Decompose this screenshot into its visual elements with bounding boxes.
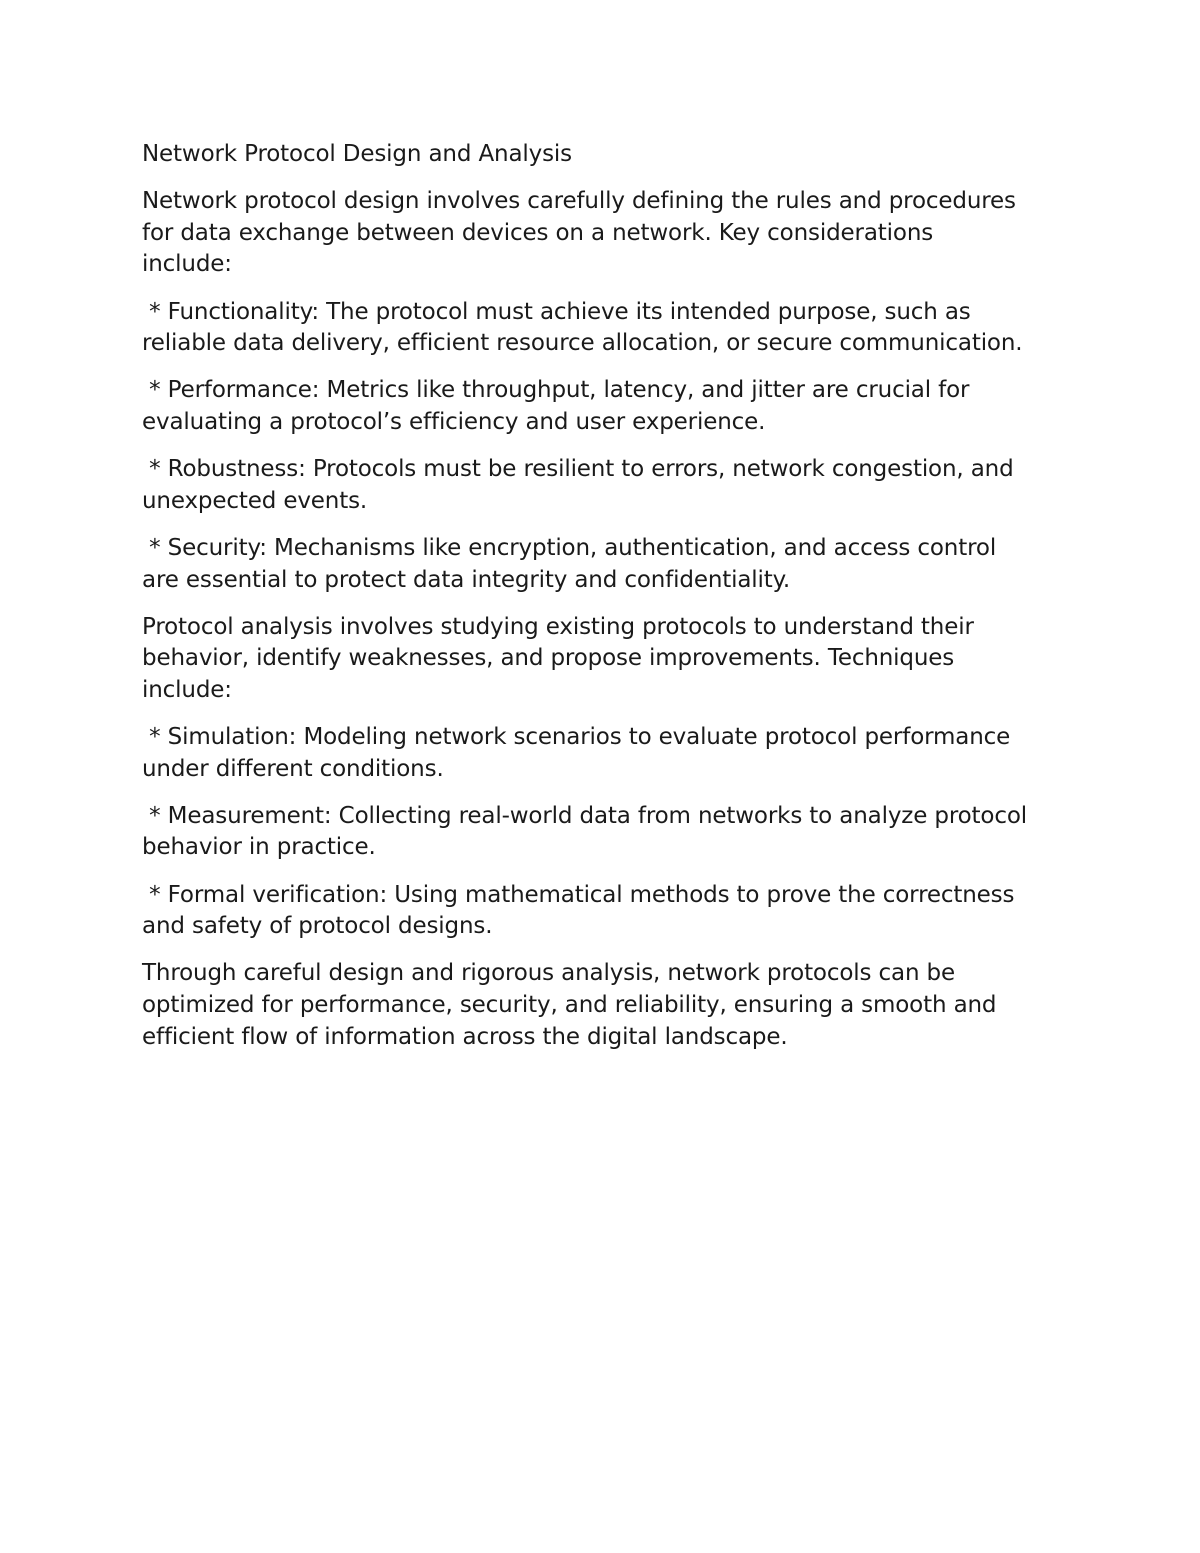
- bullet-functionality: [142, 297, 1072, 360]
- text-line: reliable data delivery, efficient resource allocation, or secure communication.: [142, 330, 1023, 357]
- text-line: * Formal verification: Using mathematical methods to prove the correctness: [142, 881, 1015, 908]
- text-line: * Security: Mechanisms like encryption, authentication, and access control: [142, 534, 997, 561]
- text-line: include:: [142, 251, 232, 278]
- text-line: optimized for performance, security, and reliability, ensuring a smooth and: [142, 992, 997, 1018]
- text-line: under different conditions.: [142, 755, 444, 782]
- bullet-simulation: [142, 722, 1072, 785]
- text-line: Network protocol design involves carefully defining the rules and procedures: [142, 188, 1016, 215]
- text-line: * Simulation: Modeling network scenarios to evaluate protocol performance: [142, 724, 1011, 751]
- text-line: Protocol analysis involves studying existing protocols to understand their: [142, 613, 974, 640]
- text-line: evaluating a protocol’s efficiency and user experience.: [142, 408, 766, 435]
- document-title: [142, 139, 1072, 171]
- text-line: for data exchange between devices on a network. Key considerations: [142, 219, 934, 246]
- document-body: [142, 139, 1072, 1069]
- intro-paragraph: [142, 186, 1072, 281]
- text-line: behavior, identify weaknesses, and propose improvements. Techniques: [142, 645, 955, 672]
- text-line: include:: [142, 676, 232, 703]
- text-line: unexpected events.: [142, 487, 368, 514]
- text-line: * Measurement: Collecting real-world data from networks to analyze protocol: [142, 802, 1027, 829]
- text-line: Through careful design and rigorous analysis, network protocols can be: [142, 960, 955, 987]
- text-line: * Performance: Metrics like throughput, latency, and jitter are crucial for: [142, 377, 970, 404]
- text-line: * Robustness: Protocols must be resilient to errors, network congestion, and: [142, 456, 1014, 483]
- bullet-performance: [142, 375, 1072, 438]
- bullet-robustness: [142, 454, 1072, 517]
- conclusion-paragraph: [142, 958, 1072, 1053]
- text-line: * Functionality: The protocol must achieve its intended purpose, such as: [142, 298, 971, 325]
- text-line: are essential to protect data integrity and confidentiality.: [142, 566, 790, 593]
- text-line: Network Protocol Design and Analysis: [142, 141, 573, 167]
- text-line: behavior in practice.: [142, 834, 376, 861]
- bullet-formal-verification: [142, 880, 1072, 943]
- text-line: and safety of protocol designs.: [142, 913, 493, 940]
- text-line: efficient flow of information across the digital landscape.: [142, 1023, 788, 1050]
- bullet-security: [142, 533, 1072, 596]
- analysis-paragraph: [142, 612, 1072, 707]
- bullet-measurement: [142, 801, 1072, 864]
